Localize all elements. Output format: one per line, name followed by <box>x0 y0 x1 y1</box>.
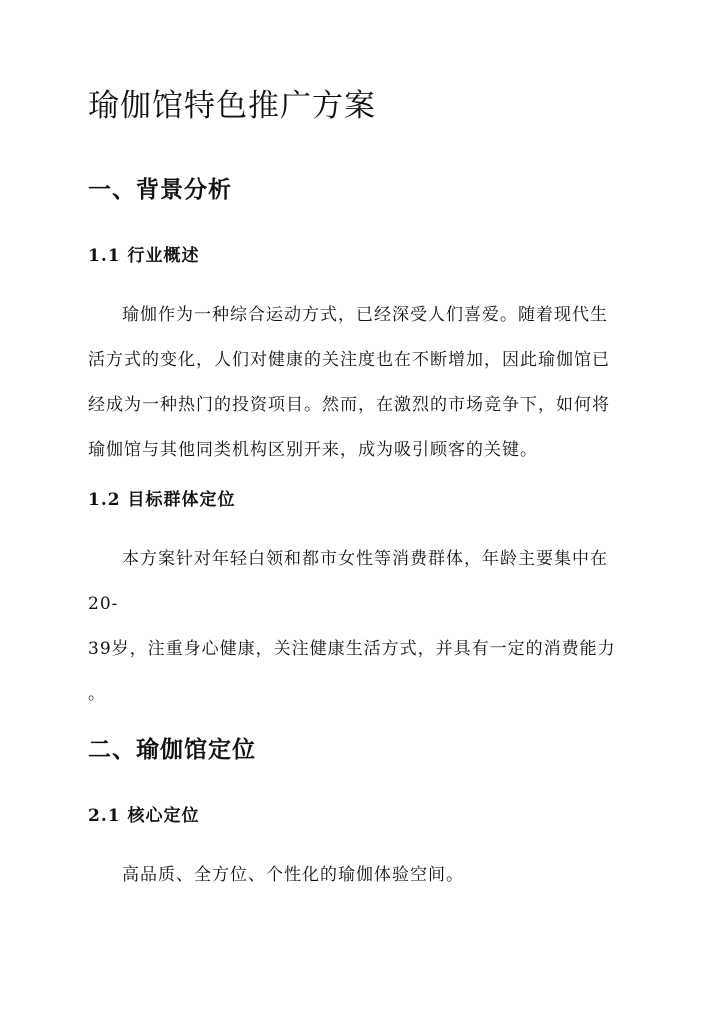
paragraph-line: 高品质、全方位、个性化的瑜伽体验空间。 <box>122 865 464 885</box>
subsection-heading-core-positioning: 2.1 核心定位 <box>88 806 200 826</box>
paragraph-line: 瑜伽馆与其他同类机构区别开来，成为吸引顾客的关键。 <box>88 440 538 460</box>
paragraph-core-positioning <box>88 853 632 898</box>
paragraph-line: 20- <box>88 594 119 614</box>
paragraph-line: 经成为一种热门的投资项目。然而，在激烈的市场竞争下，如何将 <box>88 395 610 415</box>
paragraph-industry-overview <box>88 293 632 473</box>
paragraph-line: 39岁，注重身心健康，关注健康生活方式，并具有一定的消费能力 <box>88 639 616 659</box>
paragraph-line: 活方式的变化，人们对健康的关注度也在不断增加，因此瑜伽馆已 <box>88 350 610 370</box>
paragraph-line: 瑜伽作为一种综合运动方式，已经深受人们喜爱。随着现代生 <box>122 305 608 325</box>
document-title: 瑜伽馆特色推广方案 <box>88 88 376 124</box>
section-heading-positioning: 二、瑜伽馆定位 <box>88 736 256 763</box>
section-heading-background: 一、背景分析 <box>88 176 232 203</box>
paragraph-line: 。 <box>88 684 106 704</box>
paragraph-line: 本方案针对年轻白领和都市女性等消费群体，年龄主要集中在 <box>122 549 608 569</box>
subsection-heading-industry-overview: 1.1 行业概述 <box>88 246 200 266</box>
subsection-heading-target-group: 1.2 目标群体定位 <box>88 490 236 510</box>
paragraph-target-group <box>88 537 632 717</box>
